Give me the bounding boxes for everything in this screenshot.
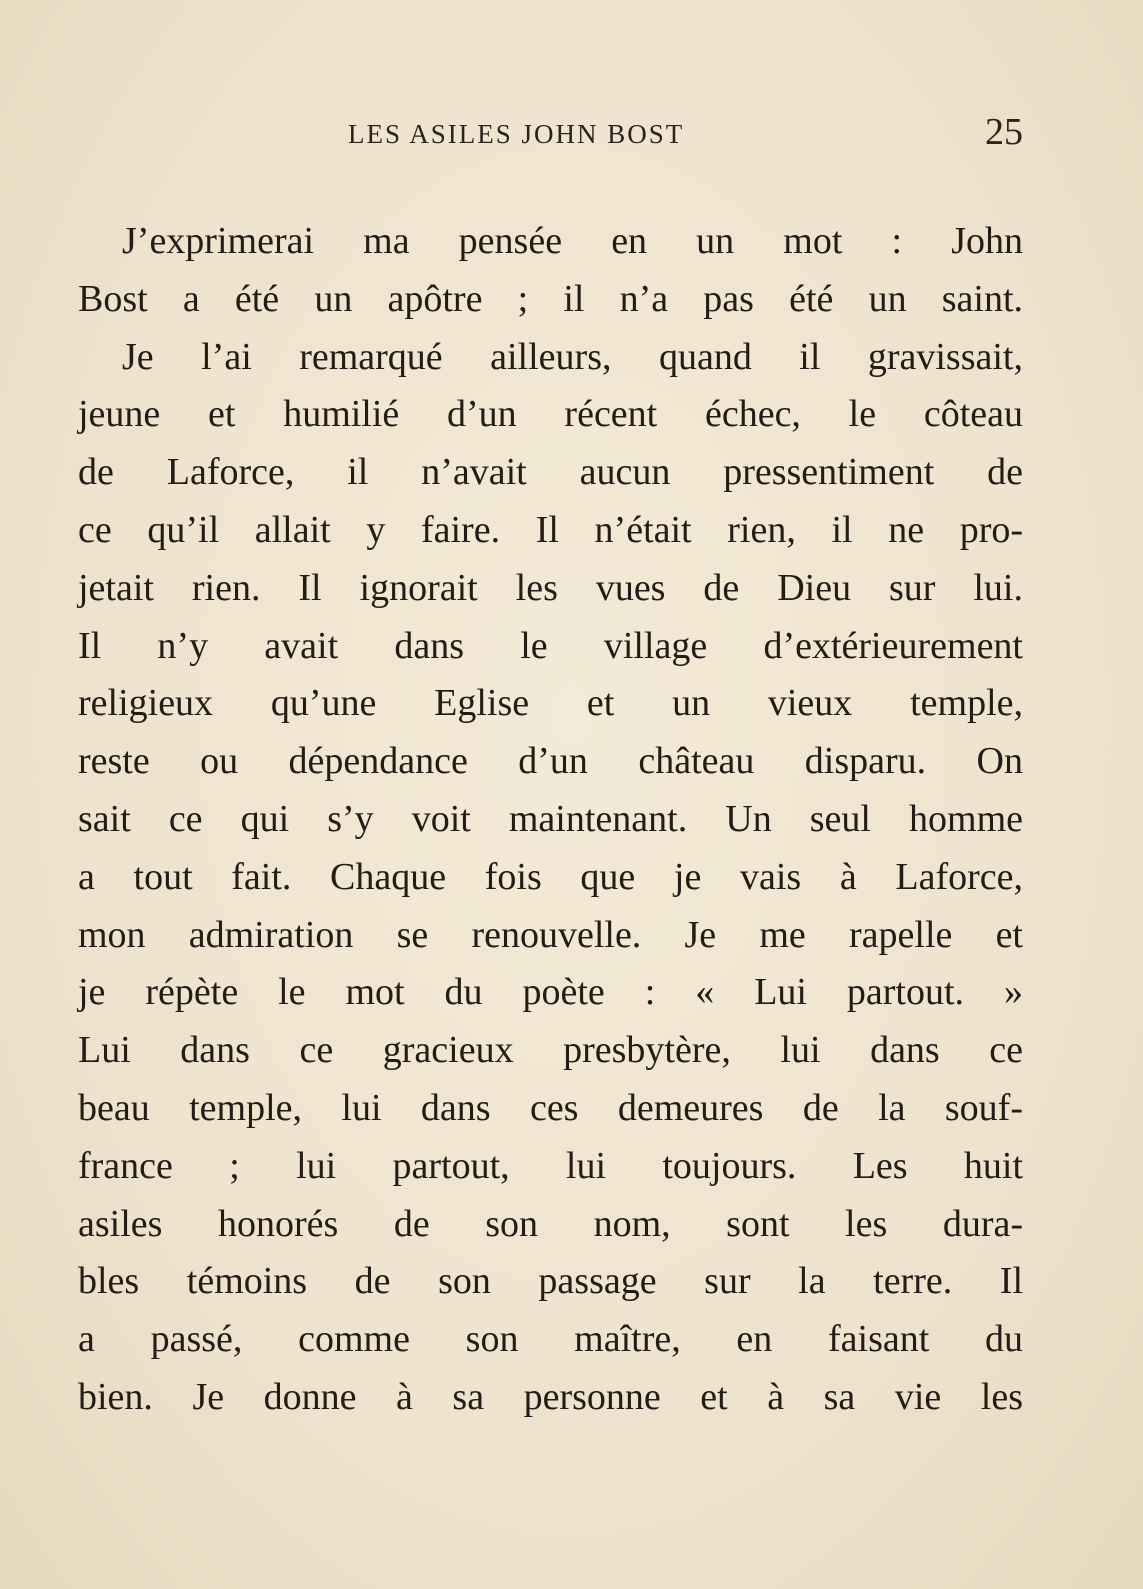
text-line: bien. Je donne à sa personne et à sa vie les [78, 1375, 1023, 1418]
running-head [78, 112, 1023, 156]
text-line: jeune et humilié d’un récent échec, le côteau [78, 393, 1023, 436]
text-line: france ; lui partout, lui toujours. Les huit [78, 1144, 1023, 1187]
text-line: de Laforce, il n’avait aucun pressentiment de [78, 451, 1023, 494]
page-number: 25 [985, 111, 1023, 153]
text-line: Il n’y avait dans le village d’extérieurement [78, 624, 1023, 667]
text-line: mon admiration se renouvelle. Je me rapelle et [78, 913, 1023, 956]
text-line: a tout fait. Chaque fois que je vais à Laforce, [78, 855, 1023, 898]
text-line: jetait rien. Il ignorait les vues de Dieu sur lui. [78, 566, 1023, 609]
text-line: Bost a été un apôtre ; il n’a pas été un saint. [78, 277, 1023, 320]
text-line: reste ou dépendance d’un château disparu. On [78, 740, 1023, 783]
text-line: Lui dans ce gracieux presbytère, lui dans ce [78, 1029, 1023, 1072]
body-text [78, 213, 1023, 1427]
text-line: asiles honorés de son nom, sont les dura- [78, 1202, 1023, 1245]
text-line: je répète le mot du poète : « Lui partout. » [78, 971, 1023, 1014]
text-line: sait ce qui s’y voit maintenant. Un seul homme [78, 797, 1023, 840]
text-line: Je l’ai remarqué ailleurs, quand il gravissait, [122, 335, 1023, 378]
text-line: a passé, comme son maître, en faisant du [78, 1318, 1023, 1361]
running-title: LES ASILES JOHN BOST [348, 119, 685, 149]
text-line: religieux qu’une Eglise et un vieux temple, [78, 682, 1023, 725]
text-line: J’exprimerai ma pensée en un mot : John [122, 220, 1023, 262]
text-line: bles témoins de son passage sur la terre. Il [78, 1260, 1023, 1303]
text-line: ce qu’il allait y faire. Il n’était rien, il ne pro- [78, 508, 1023, 551]
text-line: beau temple, lui dans ces demeures de la souf- [78, 1086, 1023, 1129]
